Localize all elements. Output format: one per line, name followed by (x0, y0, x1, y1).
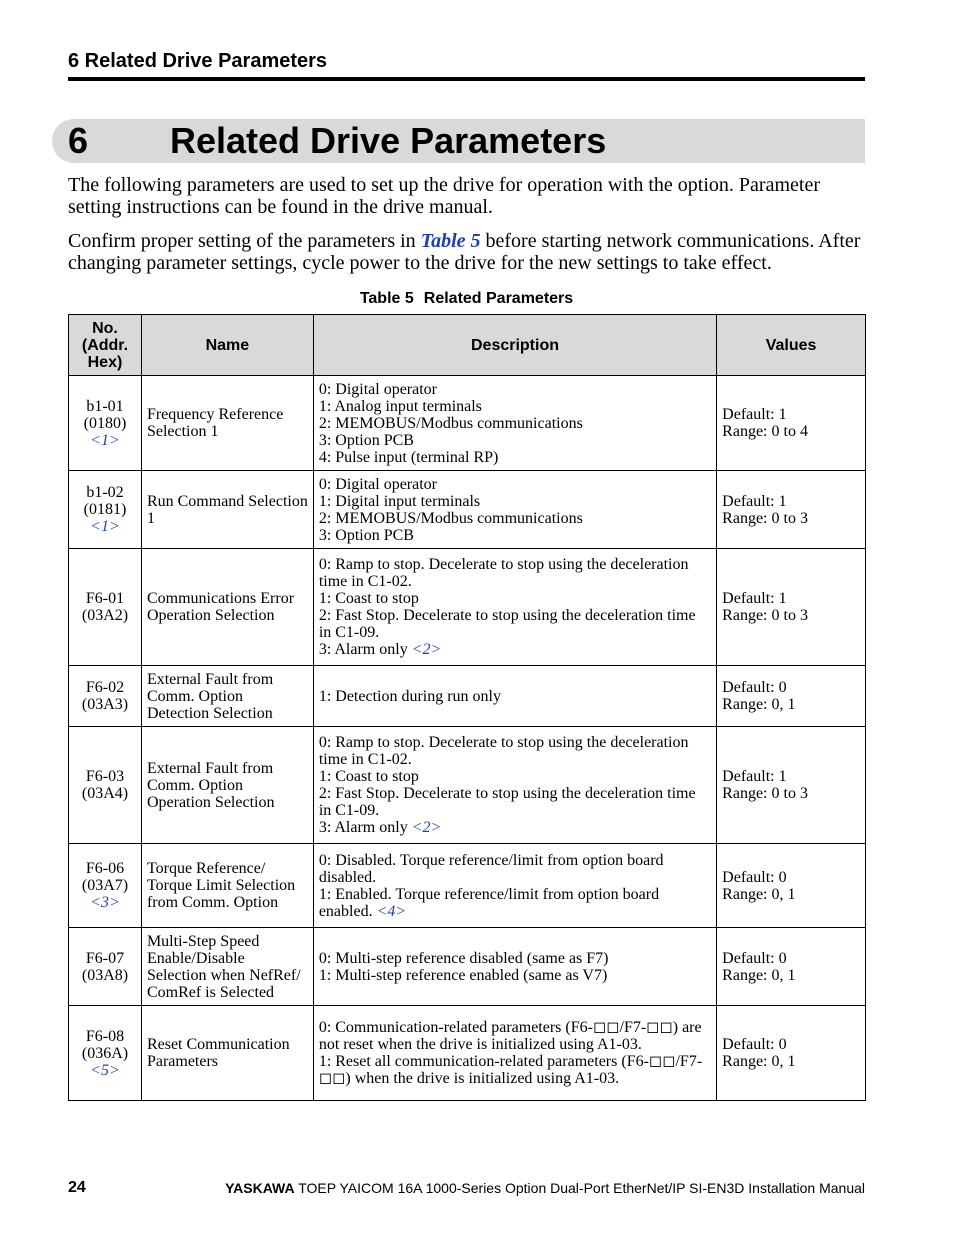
description-line: 0: Ramp to stop. Decelerate to stop using the deceleration time in C1-02. (318, 734, 689, 768)
header-no: No. (Addr. Hex) (69, 315, 142, 376)
value-range: Range: 0, 1 (722, 966, 796, 984)
description-line: 1: Coast to stop (318, 590, 419, 607)
param-address: (0181) (83, 501, 127, 518)
description-line: 1: Analog input terminals (318, 397, 482, 415)
table-row (69, 844, 866, 928)
intro-text-1: The following parameters are used to set up the drive for operation with the option. Parameter setting instructions can be found in the drive manual. (68, 174, 820, 218)
param-address: (036A) (81, 1044, 129, 1062)
param-address: (03A7) (81, 877, 129, 894)
param-name: Torque Reference/ Torque Limit Selection from Comm. Option (141, 844, 313, 928)
header-description: Description (313, 315, 716, 376)
default-value: Default: 1 (722, 492, 787, 510)
param-address: (03A4) (81, 785, 129, 802)
param-number: F6-07 (85, 949, 125, 967)
intro-paragraph-1 (68, 174, 868, 218)
value-range: Range: 0 to 3 (722, 607, 808, 624)
section-title: Related Drive Parameters (170, 120, 607, 161)
param-number-cell (69, 376, 142, 471)
param-description (313, 471, 716, 549)
default-value: Default: 1 (722, 590, 787, 607)
param-number: b1-02 (86, 484, 124, 501)
table-caption-label: Table 5 (359, 290, 414, 307)
description-line: 3: Option PCB (318, 526, 414, 544)
param-number: F6-02 (85, 679, 125, 696)
param-values (717, 376, 866, 471)
footer-brand: YASKAWA (225, 1180, 295, 1196)
param-description (313, 549, 716, 666)
param-name: Reset Communication Parameters (141, 1006, 313, 1101)
default-value: Default: 1 (722, 406, 787, 423)
param-number: F6-03 (85, 768, 125, 785)
param-description (313, 1006, 716, 1101)
param-number-cell (69, 549, 142, 666)
default-value: Default: 0 (722, 679, 787, 696)
description-line: 0: Communication-related parameters (F6-◻◻/F7-◻◻) are not reset when the drive is initialized using A1-03. (318, 1019, 702, 1053)
description-line: 0: Disabled. Torque reference/limit from option board disabled. (318, 851, 664, 886)
value-range: Range: 0 to 3 (722, 785, 808, 802)
param-description (313, 727, 716, 844)
default-value: Default: 0 (722, 1036, 787, 1053)
table-row (69, 727, 866, 844)
default-value: Default: 0 (722, 949, 787, 967)
table-caption-title: Related Parameters (423, 290, 574, 307)
description-line: 3: Alarm only <2> (318, 819, 442, 836)
description-line: 1: Coast to stop (318, 768, 419, 785)
table-row (69, 471, 866, 549)
param-address: (03A3) (81, 696, 129, 713)
intro-text-2-start: Confirm proper setting of the parameters in (68, 230, 421, 252)
header-values: Values (717, 315, 866, 376)
footer-manual-title (225, 1180, 865, 1196)
intro-paragraph-2 (68, 230, 868, 274)
footnote-ref[interactable]: <2> (411, 641, 442, 658)
param-number: b1-01 (86, 397, 124, 415)
param-description (313, 844, 716, 928)
param-name: Multi-Step Speed Enable/Disable Selection when NefRef/ ComRef is Selected (141, 928, 313, 1006)
description-line: 1: Digital input terminals (318, 492, 481, 510)
table-row (69, 928, 866, 1006)
param-number: F6-01 (85, 590, 125, 607)
default-value: Default: 1 (722, 768, 787, 785)
param-number-cell (69, 1006, 142, 1101)
table-row (69, 1006, 866, 1101)
value-range: Range: 0, 1 (722, 885, 796, 903)
table-5-link[interactable]: Table 5 (420, 230, 481, 252)
value-range: Range: 0 to 3 (722, 509, 808, 527)
param-description (313, 928, 716, 1006)
param-name: Frequency Reference Selection 1 (141, 376, 313, 471)
param-address: (03A2) (81, 607, 129, 624)
param-name: Communications Error Operation Selection (141, 549, 313, 666)
description-line: 0: Digital operator (318, 475, 437, 493)
param-name: External Fault from Comm. Option Detection Selection (141, 666, 313, 727)
description-line: 0: Digital operator (318, 380, 437, 398)
param-values (717, 928, 866, 1006)
description-line: 1: Detection during run only (318, 687, 501, 705)
param-values (717, 471, 866, 549)
param-values (717, 666, 866, 727)
value-range: Range: 0, 1 (722, 696, 796, 713)
param-values (717, 1006, 866, 1101)
intro-text-2-end: before starting network communications. After changing parameter settings, cycle power to the drive for the new settings to take effect. (68, 230, 861, 274)
footnote-ref[interactable]: <2> (411, 819, 442, 836)
param-name: External Fault from Comm. Option Operation Selection (141, 727, 313, 844)
description-line: 3: Option PCB (318, 431, 414, 449)
default-value: Default: 0 (722, 868, 787, 886)
param-description (313, 376, 716, 471)
footnote-ref[interactable]: <1> (90, 431, 120, 449)
param-values (717, 844, 866, 928)
table-row (69, 549, 866, 666)
footnote-ref[interactable]: <1> (90, 518, 120, 535)
footnote-ref[interactable]: <3> (90, 894, 120, 911)
param-number-cell (69, 928, 142, 1006)
header-name: Name (141, 315, 313, 376)
description-line: 1: Enabled. Torque reference/limit from option board enabled. <4> (318, 885, 660, 920)
description-line: 3: Alarm only <2> (318, 641, 442, 658)
table-header-row (69, 315, 866, 376)
param-address: (03A8) (81, 966, 129, 984)
description-line: 4: Pulse input (terminal RP) (318, 448, 499, 466)
related-parameters-table (68, 314, 866, 1101)
description-line: 1: Reset all communication-related parameters (F6-◻◻/F7-◻◻) when the drive is initialized using A1-03. (318, 1053, 703, 1087)
param-values (717, 727, 866, 844)
description-line: 2: Fast Stop. Decelerate to stop using the deceleration time in C1-09. (318, 607, 696, 641)
param-number: F6-06 (85, 860, 125, 877)
header-rule (68, 77, 865, 81)
description-line: 2: Fast Stop. Decelerate to stop using the deceleration time in C1-09. (318, 785, 696, 819)
section-number: 6 (68, 120, 89, 161)
value-range: Range: 0, 1 (722, 1053, 796, 1070)
table-row (69, 666, 866, 727)
param-number-cell (69, 727, 142, 844)
table-caption (0, 290, 933, 308)
param-number-cell (69, 666, 142, 727)
param-address: (0180) (83, 414, 127, 432)
footnote-ref[interactable]: <5> (90, 1061, 120, 1079)
value-range: Range: 0 to 4 (722, 423, 808, 440)
param-number-cell (69, 844, 142, 928)
param-values (717, 549, 866, 666)
footnote-ref[interactable]: <4> (376, 902, 407, 920)
description-line: 1: Multi-step reference enabled (same as V7) (318, 966, 608, 984)
description-line: 0: Ramp to stop. Decelerate to stop using the deceleration time in C1-02. (318, 556, 689, 590)
description-line: 2: MEMOBUS/Modbus communications (318, 414, 583, 432)
param-number: F6-08 (85, 1027, 125, 1045)
table-row (69, 376, 866, 471)
footer-manual: TOEP YAICOM 16A 1000-Series Option Dual-Port EtherNet/IP SI-EN3D Installation Manual (294, 1180, 865, 1196)
param-name: Run Command Selection 1 (141, 471, 313, 549)
description-line: 0: Multi-step reference disabled (same as F7) (318, 949, 609, 967)
running-header: 6 Related Drive Parameters (68, 50, 328, 72)
description-line: 2: MEMOBUS/Modbus communications (318, 509, 583, 527)
param-number-cell (69, 471, 142, 549)
intro-text-2 (68, 230, 868, 274)
page-number: 24 (68, 1179, 86, 1196)
param-description (313, 666, 716, 727)
